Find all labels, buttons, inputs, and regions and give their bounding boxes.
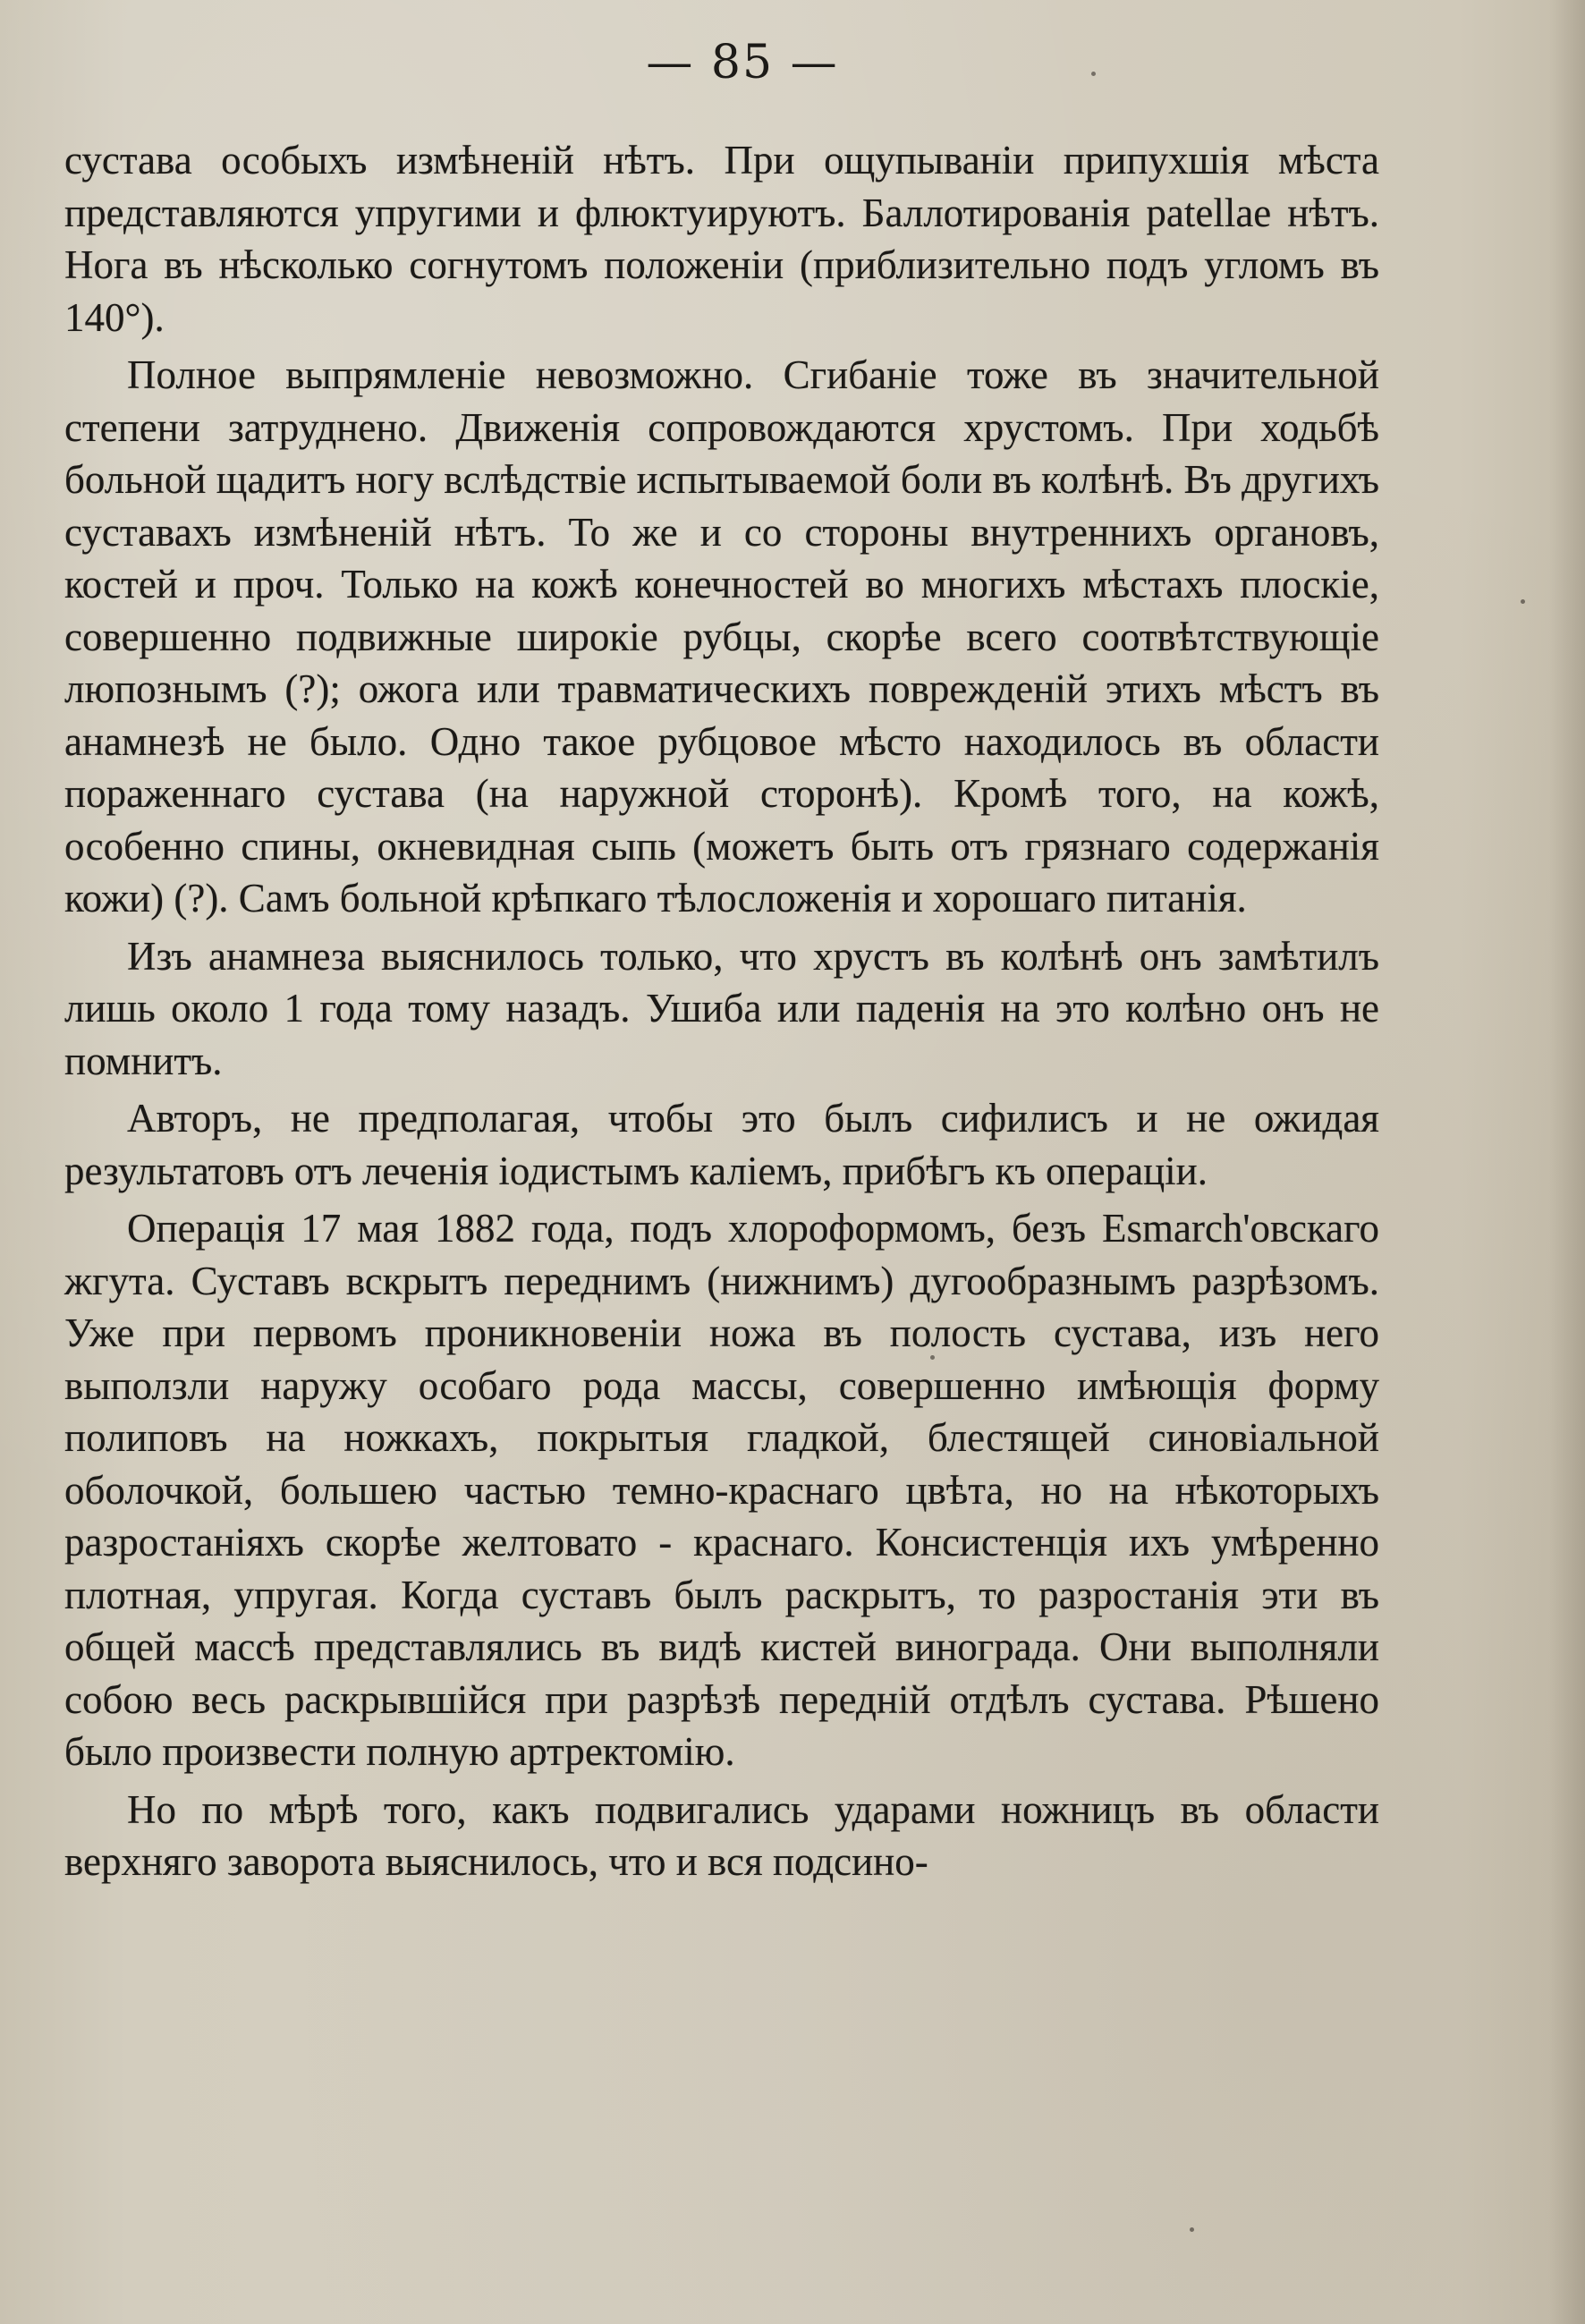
paragraph-2: Полное выпрямленіе невозможно. Сгибаніе тоже въ значительной степени затруднено. Движенія сопровождаются хрустомъ. При ходьбѣ больной щадитъ ногу вслѣдствіе испытываемой боли въ колѣнѣ. Въ другихъ суставахъ измѣненій нѣтъ. То же и со стороны внутреннихъ органовъ, костей и проч. Только на кожѣ конечностей во многихъ мѣстахъ плоскіе, совершенно подвижные широкіе рубцы, скорѣе всего соотвѣтствующіе люпознымъ (?); ожога или травматическихъ поврежденій этихъ мѣстъ въ анамнезѣ не было. Одно такое рубцовое мѣсто находилось въ области пораженнаго сустава (на наружной сторонѣ). Кромѣ того, на кожѣ, особенно спины, окневидная сыпь (можетъ быть отъ грязнаго содержанія кожи) (?). Самъ больной крѣпкаго тѣлосложенія и хорошаго питанія. (64, 352, 1379, 920)
paragraph-5: Операція 17 мая 1882 года, подъ хлороформомъ, безъ Esmarch'овскаго жгута. Суставъ вскрытъ переднимъ (нижнимъ) дугообразнымъ разрѣзомъ. Уже при первомъ проникновеніи ножа въ полость сустава, изъ него выползли наружу особаго рода массы, совершенно имѣющія форму полиповъ на ножкахъ, покрытыя гладкой, блестящей синовіальной оболочкой, большею частью темно-краснаго цвѣта, но на нѣкоторыхъ разростаніяхъ скорѣе желтовато - краснаго. Консистенція ихъ умѣренно плотная, упругая. Когда суставъ былъ раскрытъ, то разростанія эти въ общей массѣ представлялись въ видѣ кистей винограда. Они выполняли собою весь раскрывшійся при разрѣзѣ передній отдѣлъ сустава. Рѣшено было произвести полную артректомію. (64, 1206, 1379, 1774)
paragraph-4: Авторъ, не предполагая, чтобы это былъ сифилисъ и не ожидая результатовъ отъ леченія іодистымъ каліемъ, прибѣгъ къ операціи. (64, 1096, 1379, 1193)
page-number: — 85 — (646, 36, 839, 89)
ink-speck (1190, 2227, 1194, 2232)
paragraph-3: Изъ анамнеза выяснилось только, что хрустъ въ колѣнѣ онъ замѣтилъ лишь около 1 года тому назадъ. Ушиба или паденія на это колѣно онъ не помнитъ. (64, 933, 1379, 1083)
ink-speck (1091, 72, 1096, 76)
body-text (64, 134, 1379, 1894)
page-edge-shadow (1549, 0, 1585, 2324)
paragraph-6: Но по мѣрѣ того, какъ подвигались ударами ножницъ въ области верхняго заворота выяснилось, что и вся подсино- (64, 1786, 1379, 1884)
ink-speck (930, 1355, 935, 1360)
paragraph-1: сустава особыхъ измѣненій нѣтъ. При ощупываніи припухшія мѣста представляются упругими и флюктуируютъ. Баллотированія patellae нѣтъ. Нога въ нѣсколько согнутомъ положеніи (приблизительно подъ угломъ въ 140°). (64, 138, 1379, 340)
ink-speck (1521, 599, 1525, 604)
